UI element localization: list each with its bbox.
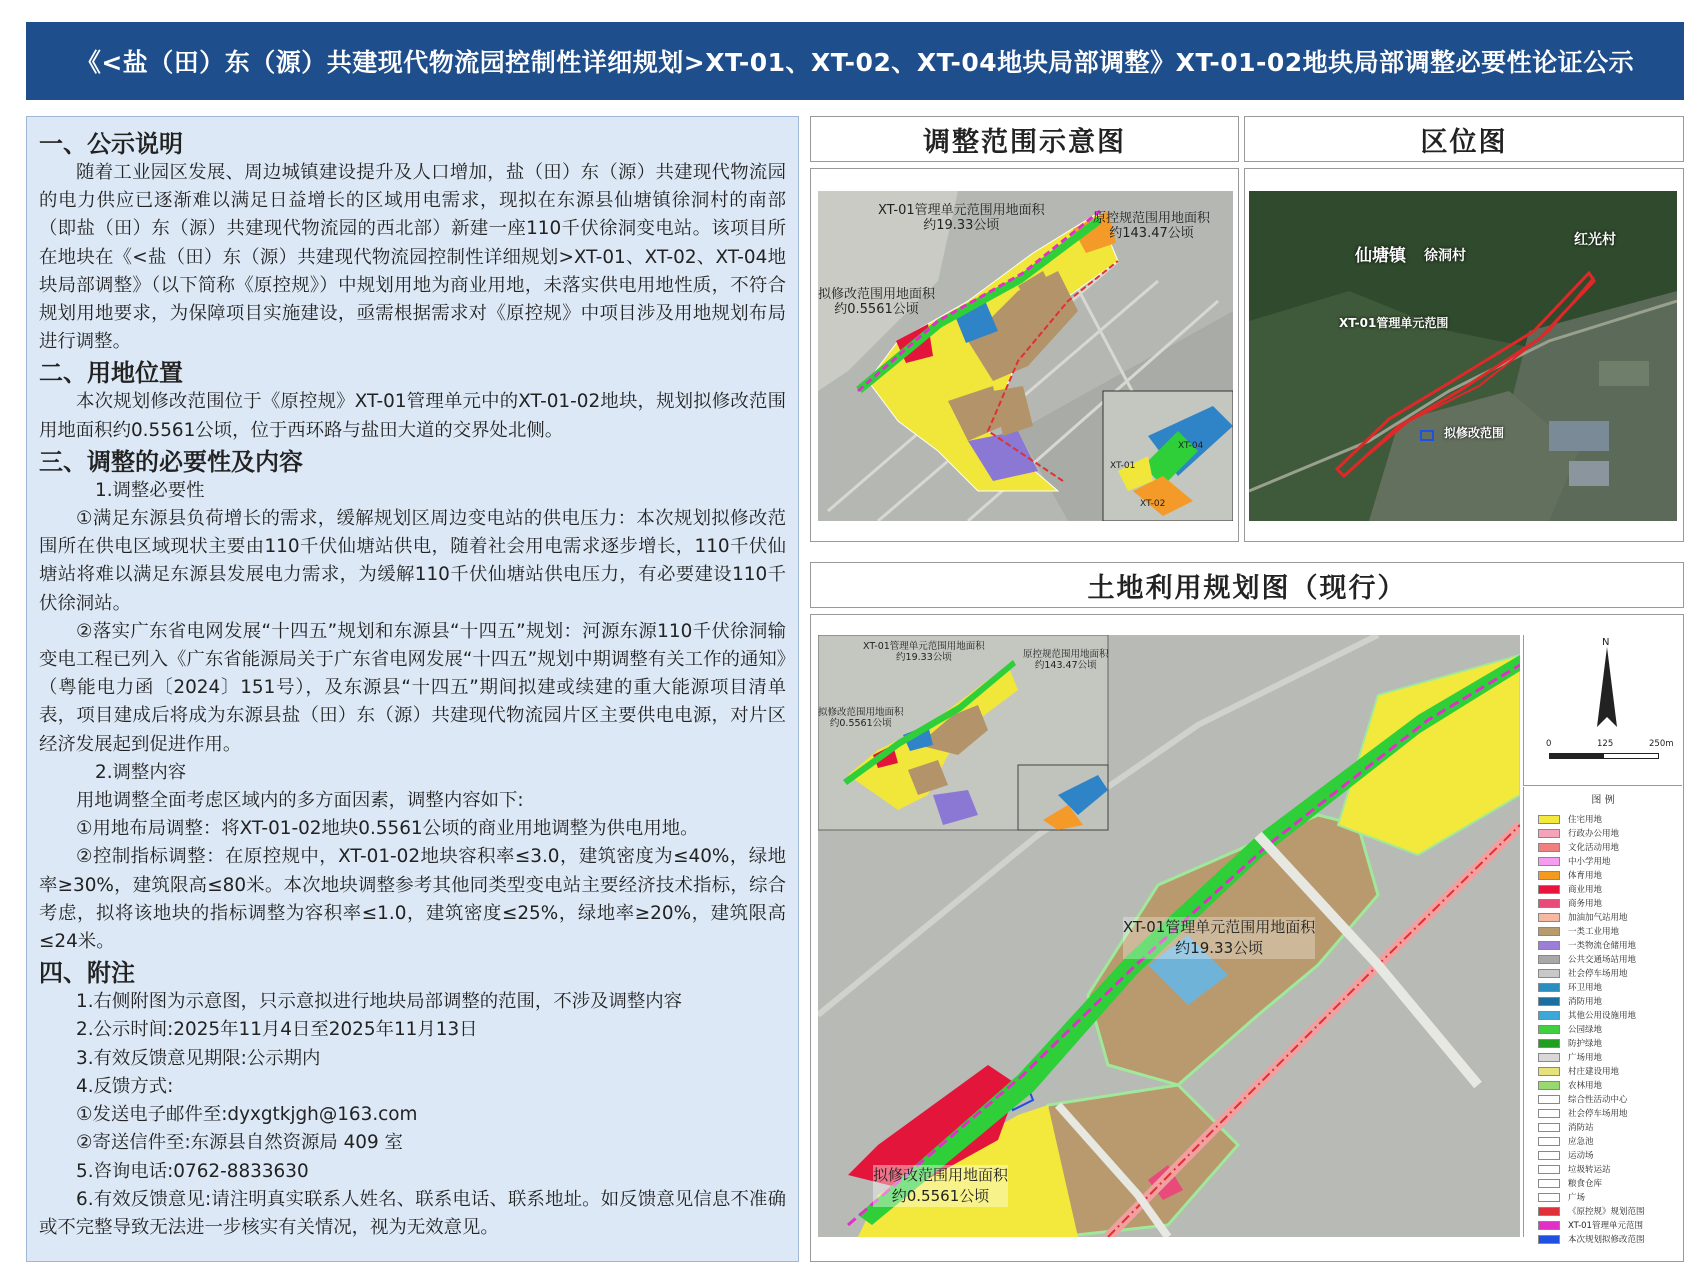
legend-label: XT-01管理单元范围 (1568, 1221, 1643, 1231)
legend-swatch (1538, 1151, 1560, 1160)
legend-item (1538, 854, 1682, 868)
section3-p2: ②落实广东省电网发展“十四五”规划和东源县“十四五”规划：河源东源110千伏徐洞输变电工程已列入《广东省能源局关于广东省电网发展“十四五”规划中期调整有关工作的通知》（粤能电力函〔2024〕151号），及东源县“十四五”期间拟建或续建的重大能源项目清单表，项目建成后将成为东源县盐（田）东（源）共建现代物流园片区主要供电电源，对片区经济发展起到促进作用。 (39, 620, 786, 755)
legend-swatch (1538, 857, 1560, 866)
section3-p1: ①满足东源县负荷增长的需求，缓解规划区周边变电站的供电压力：本次规划拟修改范围所在供电区域现状主要由110千伏仙塘站供电，随着社会用电需求逐步增长，110千伏仙塘站将难以满足东源县发展电力需求，为缓解110千伏仙塘站供电压力，有必要建设110千伏徐洞站。 (39, 508, 786, 614)
legend-swatch (1538, 927, 1560, 936)
legend-swatch (1538, 885, 1560, 894)
legend-item (1538, 980, 1682, 994)
note-4-mail: ②寄送信件至:东源县自然资源局 409 室 (76, 1132, 403, 1154)
legend-item (1538, 1064, 1682, 1078)
legend-item (1538, 994, 1682, 1008)
legend-swatch (1538, 1123, 1560, 1132)
legend-label: 环卫用地 (1568, 983, 1603, 993)
adjust-mod-area-label: 拟修改范围用地面积 约0.5561公顷 (818, 287, 936, 317)
legend-swatch (1538, 997, 1560, 1006)
legend-item (1538, 812, 1682, 826)
legend-item (1538, 868, 1682, 882)
section1-title: 一、公示说明 (39, 130, 183, 158)
village-label-hongguang: 红光村 (1574, 232, 1616, 248)
legend-list (1524, 812, 1682, 1246)
section4-title: 四、附注 (39, 959, 135, 988)
legend-item (1538, 882, 1682, 896)
legend-label: 本次规划拟修改范围 (1568, 1235, 1645, 1245)
legend-label: 行政办公用地 (1568, 829, 1620, 839)
landuse-map-panel (810, 614, 1684, 1262)
legend-item (1538, 1022, 1682, 1036)
north-scale-box (1523, 635, 1682, 786)
legend-item (1538, 896, 1682, 910)
inset-orig-area-label: 原控规范围用地面积 约143.47公顷 (1023, 649, 1109, 671)
section3-p5: ②控制指标调整：在原控规中，XT-01-02地块容积率≤3.0，建筑密度为≤40%，绿地率≥30%，建筑限高≤80米。本次地块调整参考其他同类型变电站主要经济技术指标，综合考虑，拟将该地块的指标调整为容积率≤1.0，建筑密度≤25%，绿地率≥20%，建筑限高≤24米。 (39, 846, 786, 953)
section3-title: 三、调整的必要性及内容 (39, 447, 303, 476)
legend-swatch (1538, 913, 1560, 922)
legend-swatch (1538, 1067, 1560, 1076)
legend-label: 住宅用地 (1568, 815, 1603, 825)
legend-label: 社会停车场用地 (1568, 969, 1628, 979)
legend-label: 加油加气站用地 (1568, 913, 1628, 923)
legend-item (1538, 826, 1682, 840)
section2-body: 本次规划修改范围位于《原控规》XT-01管理单元中的XT-01-02地块，规划拟修改范围用地面积约0.5561公顷，位于西环路与盐田大道的交界处北侧。 (39, 391, 786, 441)
location-map (1249, 191, 1677, 521)
note-6: 6.有效反馈意见:请注明真实联系人姓名、联系电话、联系地址。如反馈意见信息不准确或不完整导致无法进一步核实有关情况，视为无效意见。 (39, 1188, 786, 1238)
legend-swatch (1538, 1039, 1560, 1048)
legend-swatch (1538, 1235, 1560, 1244)
location-mod-label: 拟修改范围 (1444, 426, 1505, 440)
legend-swatch (1538, 983, 1560, 992)
legend-swatch (1538, 871, 1560, 880)
legend-swatch (1538, 899, 1560, 908)
legend-item (1538, 1162, 1682, 1176)
legend-item (1538, 1204, 1682, 1218)
legend-swatch (1538, 1179, 1560, 1188)
legend-swatch (1538, 829, 1560, 838)
section3-p3: 用地调整全面考虑区域内的多方面因素，调整内容如下: (76, 790, 524, 812)
legend-item (1538, 1176, 1682, 1190)
inset-unit-area-label: XT-01管理单元范围用地面积 约19.33公顷 (863, 641, 985, 663)
legend-item (1538, 1120, 1682, 1134)
legend-swatch (1538, 1207, 1560, 1216)
legend-label: 综合性活动中心 (1568, 1095, 1628, 1105)
legend-label: 运动场 (1568, 1151, 1594, 1161)
legend-label: 其他公用设施用地 (1568, 1011, 1637, 1021)
inset-label-xt04: XT-04 (1178, 441, 1204, 451)
legend-label: 商务用地 (1568, 899, 1603, 909)
note-4: 4.反馈方式: (76, 1075, 174, 1097)
legend-item (1538, 1036, 1682, 1050)
legend-item (1538, 1232, 1682, 1246)
north-arrow-icon (1592, 647, 1622, 737)
legend-label: 垃圾转运站 (1568, 1165, 1611, 1175)
legend-label: 一类工业用地 (1568, 927, 1620, 937)
legend-item (1538, 1078, 1682, 1092)
legend-item (1538, 910, 1682, 924)
note-4-email: ①发送电子邮件至:dyxgtkjgh@163.com (76, 1104, 418, 1126)
landuse-mod-area-label: 拟修改范围用地面积 约0.5561公顷 (873, 1166, 1009, 1205)
legend-swatch (1538, 969, 1560, 978)
town-label: 仙塘镇 (1355, 246, 1406, 266)
legend-item (1538, 1092, 1682, 1106)
legend-swatch (1538, 843, 1560, 852)
legend-swatch (1538, 815, 1560, 824)
legend-label: 一类物流仓储用地 (1568, 941, 1637, 951)
legend-box (1523, 787, 1682, 1245)
landuse-unit-area-label: XT-01管理单元范围用地面积 约19.33公顷 (1123, 918, 1316, 957)
legend-label: 广场用地 (1568, 1053, 1603, 1063)
legend-label: 防护绿地 (1568, 1039, 1603, 1049)
inset-mod-area-label: 拟修改范围用地面积 约0.5561公顷 (818, 707, 904, 729)
adjust-unit-area-label: XT-01管理单元范围用地面积 约19.33公顷 (878, 203, 1045, 233)
location-map-panel (1244, 168, 1684, 542)
legend-title: 图 例 (1591, 795, 1615, 806)
note-5-phone: 5.咨询电话:0762-8833630 (76, 1160, 309, 1182)
section3-sub2: 2.调整内容 (95, 761, 187, 783)
section2-title: 二、用地位置 (39, 359, 183, 388)
legend-label: 商业用地 (1568, 885, 1603, 895)
adjust-orig-area-label: 原控规范围用地面积 约143.47公顷 (1093, 211, 1211, 241)
legend-label: 文化活动用地 (1568, 843, 1620, 853)
scale-0: 0 (1546, 739, 1552, 749)
legend-swatch (1538, 1221, 1560, 1230)
legend-label: 广场 (1568, 1193, 1586, 1203)
adjust-map (818, 191, 1233, 521)
legend-item (1538, 1050, 1682, 1064)
scale-bar-icon (1549, 753, 1659, 761)
legend-item (1538, 952, 1682, 966)
legend-swatch (1538, 1109, 1560, 1118)
legend-label: 中小学用地 (1568, 857, 1611, 867)
legend-swatch (1538, 1025, 1560, 1034)
scale-125: 125 (1597, 739, 1614, 749)
legend-item (1538, 1148, 1682, 1162)
legend-label: 农林用地 (1568, 1081, 1603, 1091)
section3-sub1: 1.调整必要性 (95, 479, 205, 501)
legend-swatch (1538, 1081, 1560, 1090)
section1-body: 随着工业园区发展、周边城镇建设提升及人口增加，盐（田）东（源）共建现代物流园的电力供应已逐渐难以满足日益增长的区域用电需求，现拟在东源县仙塘镇徐洞村的南部（即盐（田）东（源）共建现代物流园的西北部）新建一座110千伏徐洞变电站。该项目所在地块在《<盐（田）东（源）共建现代物流园控制性详细规划>XT-01、XT-02、XT-04地块局部调整》（以下简称《原控规》）中规划用地为商业用地，未落实供电用地性质，不符合规划用地要求，为保障项目实施建设，亟需根据需求对《原控规》中项目涉及用地规划布局进行调整。 (39, 162, 786, 353)
legend-swatch (1538, 1193, 1560, 1202)
legend-label: 村庄建设用地 (1568, 1067, 1620, 1077)
legend-swatch (1538, 1095, 1560, 1104)
legend-item (1538, 1008, 1682, 1022)
note-3: 3.有效反馈意见期限:公示期内 (76, 1047, 321, 1069)
legend-swatch (1538, 1011, 1560, 1020)
legend-swatch (1538, 955, 1560, 964)
legend-label: 消防用地 (1568, 997, 1603, 1007)
legend-label: 《原控规》规划范围 (1568, 1207, 1645, 1217)
legend-label: 应急池 (1568, 1137, 1594, 1147)
notice-text-panel (26, 116, 799, 1262)
legend-label: 公共交通场站用地 (1568, 955, 1637, 965)
inset-label-xt01: XT-01 (1110, 461, 1136, 471)
legend-item (1538, 938, 1682, 952)
legend-label: 公园绿地 (1568, 1025, 1603, 1035)
note-2: 2.公示时间:2025年11月4日至2025年11月13日 (76, 1019, 478, 1041)
location-unit-label: XT-01管理单元范围 (1339, 316, 1449, 330)
legend-swatch (1538, 941, 1560, 950)
legend-item (1538, 1190, 1682, 1204)
legend-label: 粮食仓库 (1568, 1179, 1603, 1189)
legend-label: 体育用地 (1568, 871, 1603, 881)
page-title: 《<盐（田）东（源）共建现代物流园控制性详细规划>XT-01、XT-02、XT-04地块局部调整》XT-01-02地块局部调整必要性论证公示 (26, 22, 1684, 100)
legend-label: 社会停车场用地 (1568, 1109, 1628, 1119)
adjust-map-panel (810, 168, 1239, 542)
legend-item (1538, 840, 1682, 854)
legend-item (1538, 1134, 1682, 1148)
legend-item (1538, 924, 1682, 938)
landuse-map (818, 635, 1520, 1237)
legend-item (1538, 966, 1682, 980)
adjust-map-header: 调整范围示意图 (810, 116, 1239, 162)
landuse-map-header: 土地利用规划图（现行） (810, 562, 1684, 608)
section3-p4: ①用地布局调整：将XT-01-02地块0.5561公顷的商业用地调整为供电用地。 (76, 818, 699, 840)
legend-swatch (1538, 1053, 1560, 1062)
legend-swatch (1538, 1165, 1560, 1174)
north-label: N (1602, 637, 1610, 648)
location-map-header: 区位图 (1244, 116, 1684, 162)
village-label-xudong: 徐洞村 (1424, 248, 1466, 264)
legend-swatch (1538, 1137, 1560, 1146)
legend-item (1538, 1106, 1682, 1120)
legend-item (1538, 1218, 1682, 1232)
scale-250: 250m (1649, 739, 1674, 749)
note-1: 1.右侧附图为示意图，只示意拟进行地块局部调整的范围，不涉及调整内容 (76, 991, 683, 1013)
legend-label: 消防站 (1568, 1123, 1594, 1133)
inset-label-xt02: XT-02 (1140, 499, 1166, 509)
